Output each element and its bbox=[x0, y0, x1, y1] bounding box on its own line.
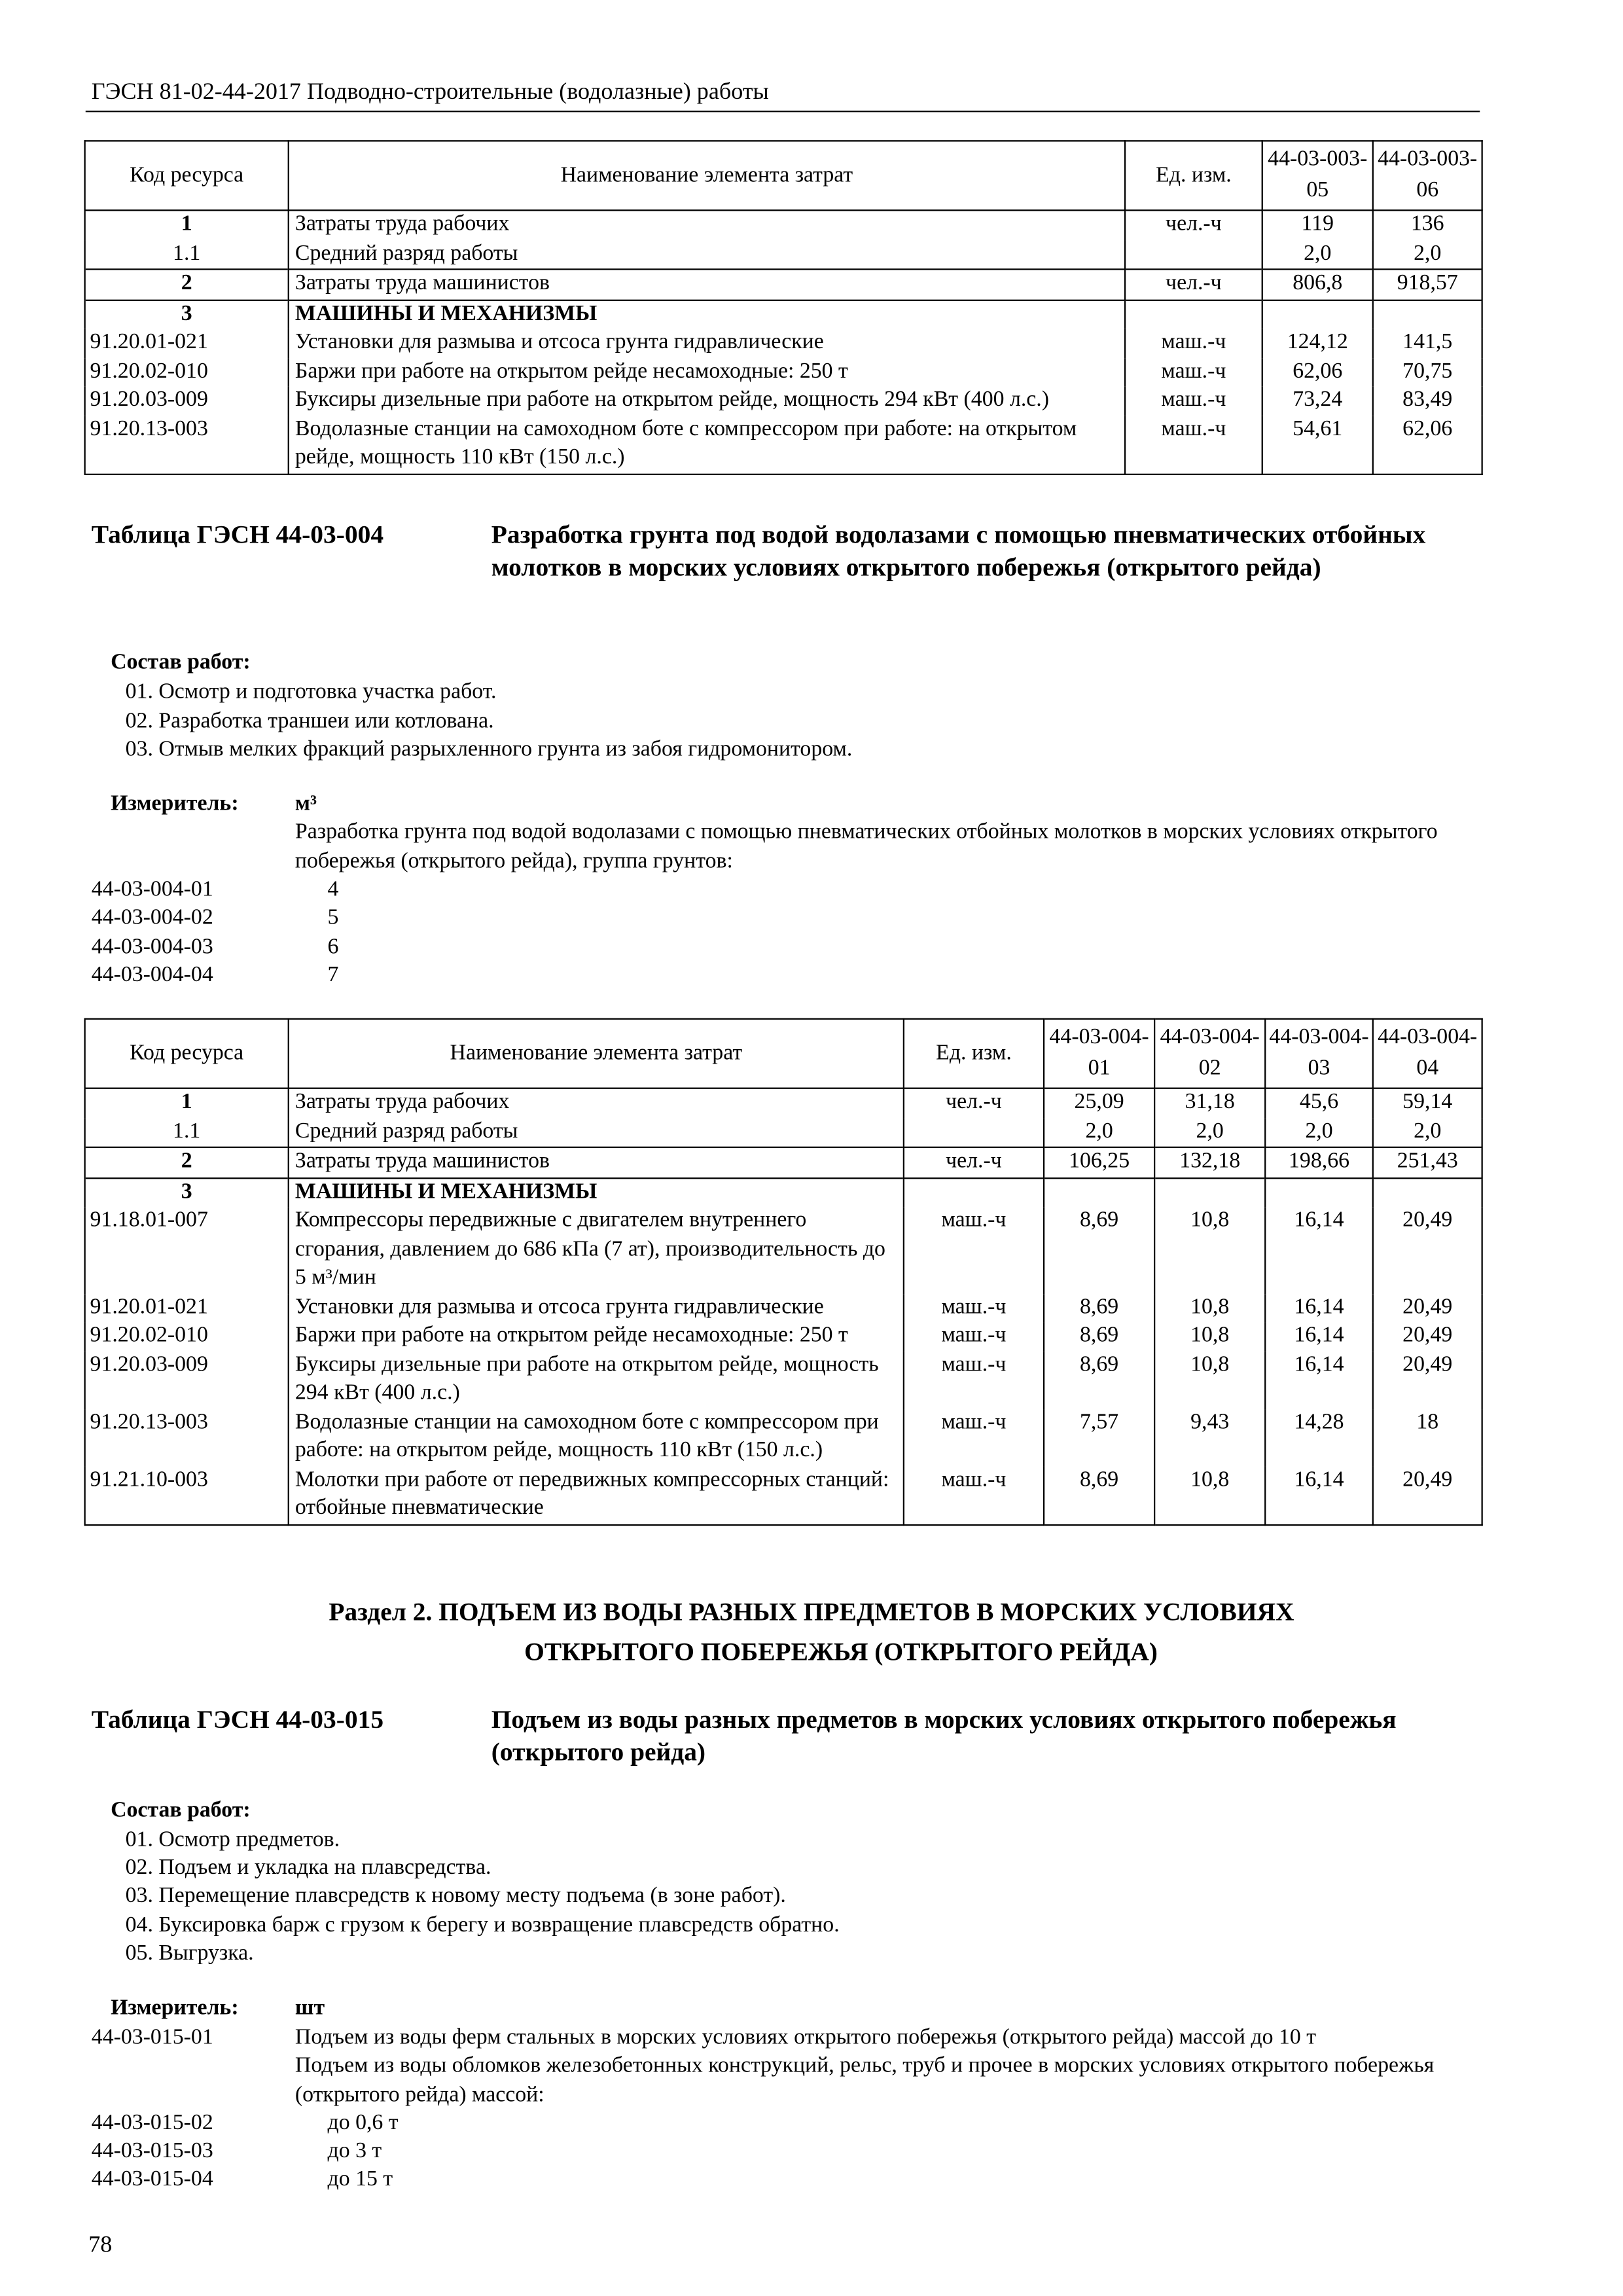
resource-name: Баржи при работе на открытом рейде несамоходные: 250 т bbox=[289, 1322, 904, 1351]
item-value: до 0,6 т bbox=[327, 2111, 399, 2136]
item-code: 44-03-015-01 bbox=[91, 2026, 213, 2050]
resource-name: МАШИНЫ И МЕХАНИЗМЫ bbox=[289, 300, 1125, 329]
item-value: до 15 т bbox=[327, 2167, 393, 2191]
header-row bbox=[85, 1019, 1482, 1088]
value-cell: 16,14 bbox=[1265, 1466, 1373, 1524]
value-cell: 10,8 bbox=[1154, 1207, 1265, 1293]
meter-label: Измеритель: bbox=[111, 792, 239, 816]
resource-name: Баржи при работе на открытом рейде несамоходные: 250 т bbox=[289, 358, 1125, 387]
resource-code: 2 bbox=[85, 1147, 289, 1177]
value-cell: 10,8 bbox=[1154, 1351, 1265, 1408]
table-label-004: Таблица ГЭСН 44-03-004 bbox=[91, 519, 384, 549]
resource-name: Молотки при работе от передвижных компрессорных станций: отбойные пневматические bbox=[289, 1466, 904, 1524]
value-cell: 16,14 bbox=[1265, 1322, 1373, 1351]
value-cell bbox=[1265, 1177, 1373, 1207]
resource-name: Буксиры дизельные при работе на открытом рейде, мощность 294 кВт (400 л.с.) bbox=[289, 387, 1125, 416]
resource-code: 1 bbox=[85, 210, 289, 240]
resource-code: 3 bbox=[85, 1177, 289, 1207]
unit bbox=[1125, 300, 1262, 329]
resource-name: Затраты труда рабочих bbox=[289, 210, 1125, 240]
unit bbox=[904, 1118, 1044, 1147]
value-cell: 806,8 bbox=[1262, 269, 1373, 299]
resource-code: 1.1 bbox=[85, 240, 289, 269]
column-header: 44-03-004-01 bbox=[1044, 1019, 1154, 1088]
work-item: 03. Отмыв мелких фракций разрыхленного грунта из забоя гидромонитором. bbox=[125, 738, 853, 762]
value-cell bbox=[1373, 300, 1482, 329]
value-cell: 2,0 bbox=[1262, 240, 1373, 269]
table-row bbox=[85, 358, 1482, 387]
resource-name: Установки для размыва и отсоса грунта гидравлические bbox=[289, 329, 1125, 358]
resource-name: Установки для размыва и отсоса грунта гидравлические bbox=[289, 1293, 904, 1322]
column-header: Код ресурса bbox=[85, 141, 289, 210]
value-cell: 16,14 bbox=[1265, 1351, 1373, 1408]
resource-name: Затраты труда машинистов bbox=[289, 1147, 904, 1177]
value-cell: 136 bbox=[1373, 210, 1482, 240]
value-cell: 45,6 bbox=[1265, 1088, 1373, 1118]
value-cell: 70,75 bbox=[1373, 358, 1482, 387]
value-cell: 119 bbox=[1262, 210, 1373, 240]
unit: маш.-ч bbox=[1125, 329, 1262, 358]
item-code: 44-03-015-03 bbox=[91, 2140, 213, 2164]
value-cell: 251,43 bbox=[1373, 1147, 1482, 1177]
meter-description: Разработка грунта под водой водолазами с помощью пневматических отбойных молотков в морских условиях открытого побережья (открытого рейда), группа грунтов: bbox=[294, 820, 1438, 873]
resource-name: Средний разряд работы bbox=[289, 1118, 904, 1147]
resource-code: 91.20.02-010 bbox=[85, 1322, 289, 1351]
table-row bbox=[85, 210, 1482, 240]
resource-code: 2 bbox=[85, 269, 289, 299]
table-title-004: Разработка грунта под водой водолазами с помощью пневматических отбойных молотков в морских условиях открытого побережья (открытого рейда) bbox=[491, 519, 1426, 582]
item-code: 44-03-004-01 bbox=[91, 878, 213, 902]
group-description: Подъем из воды обломков железобетонных конструкций, рельс, труб и прочее в морских условиях открытого побережья (открытого рейда) массой: bbox=[294, 2054, 1435, 2107]
work-item: 02. Разработка траншеи или котлована. bbox=[125, 709, 494, 734]
resource-code: 91.20.01-021 bbox=[85, 1293, 289, 1322]
item-code: 44-03-015-04 bbox=[91, 2167, 213, 2191]
table-row bbox=[85, 387, 1482, 416]
unit: маш.-ч bbox=[904, 1207, 1044, 1293]
value-cell: 16,14 bbox=[1265, 1293, 1373, 1322]
value-cell: 25,09 bbox=[1044, 1088, 1154, 1118]
page-number: 78 bbox=[88, 2233, 113, 2258]
resource-code: 1 bbox=[85, 1088, 289, 1118]
column-header: 44-03-003-06 bbox=[1373, 141, 1482, 210]
table-row bbox=[85, 1177, 1482, 1207]
table-row bbox=[85, 1351, 1482, 1408]
header-rule bbox=[86, 111, 1480, 112]
meter-unit: м³ bbox=[294, 792, 317, 816]
value-cell: 54,61 bbox=[1262, 416, 1373, 474]
item-value: 4 bbox=[327, 878, 339, 902]
value-cell: 62,06 bbox=[1373, 416, 1482, 474]
value-cell: 18 bbox=[1373, 1408, 1482, 1466]
unit: маш.-ч bbox=[1125, 387, 1262, 416]
value-cell: 20,49 bbox=[1373, 1351, 1482, 1408]
value-cell: 106,25 bbox=[1044, 1147, 1154, 1177]
table-row bbox=[85, 1322, 1482, 1351]
unit: чел.-ч bbox=[904, 1147, 1044, 1177]
value-cell: 141,5 bbox=[1373, 329, 1482, 358]
resource-name: Компрессоры передвижные с двигателем внутреннего сгорания, давлением до 686 кПа (7 ат), производительность до 5 м³/мин bbox=[289, 1207, 904, 1293]
work-item: 04. Буксировка барж с грузом к берегу и возвращение плавсредств обратно. bbox=[125, 1914, 840, 1938]
resource-name: Водолазные станции на самоходном боте с компрессором при работе: на открытом рейде, мощность 110 кВт (150 л.с.) bbox=[289, 416, 1125, 474]
value-cell: 31,18 bbox=[1154, 1088, 1265, 1118]
table-row bbox=[85, 329, 1482, 358]
section-heading-line1: Раздел 2. ПОДЪЕМ ИЗ ВОДЫ РАЗНЫХ ПРЕДМЕТОВ В МОРСКИХ УСЛОВИЯХ bbox=[329, 1596, 1294, 1626]
value-cell: 8,69 bbox=[1044, 1351, 1154, 1408]
value-cell: 132,18 bbox=[1154, 1147, 1265, 1177]
value-cell: 2,0 bbox=[1373, 1118, 1482, 1147]
value-cell: 20,49 bbox=[1373, 1466, 1482, 1524]
value-cell: 16,14 bbox=[1265, 1207, 1373, 1293]
table-row bbox=[85, 1147, 1482, 1177]
table-row bbox=[85, 240, 1482, 269]
unit: чел.-ч bbox=[1125, 269, 1262, 299]
table-label-015: Таблица ГЭСН 44-03-015 bbox=[91, 1704, 384, 1734]
works-label: Состав работ: bbox=[111, 1799, 251, 1823]
unit: маш.-ч bbox=[904, 1466, 1044, 1524]
column-header: 44-03-003-05 bbox=[1262, 141, 1373, 210]
value-cell: 10,8 bbox=[1154, 1293, 1265, 1322]
unit bbox=[904, 1177, 1044, 1207]
value-cell: 10,8 bbox=[1154, 1322, 1265, 1351]
resource-name: Средний разряд работы bbox=[289, 240, 1125, 269]
item-value: 6 bbox=[327, 935, 339, 960]
column-header: Ед. изм. bbox=[904, 1019, 1044, 1088]
column-header: 44-03-004-04 bbox=[1373, 1019, 1482, 1088]
column-header: Наименование элемента затрат bbox=[289, 1019, 904, 1088]
work-item: 02. Подъем и укладка на плавсредства. bbox=[125, 1856, 491, 1880]
resource-code: 1.1 bbox=[85, 1118, 289, 1147]
table-row bbox=[85, 269, 1482, 299]
unit: маш.-ч bbox=[904, 1322, 1044, 1351]
header-row bbox=[85, 141, 1482, 210]
table-row bbox=[85, 1293, 1482, 1322]
unit: чел.-ч bbox=[904, 1088, 1044, 1118]
resource-name: МАШИНЫ И МЕХАНИЗМЫ bbox=[289, 1177, 904, 1207]
value-cell: 9,43 bbox=[1154, 1408, 1265, 1466]
resource-code: 3 bbox=[85, 300, 289, 329]
item-description: Подъем из воды ферм стальных в морских условиях открытого побережья (открытого рейда) массой до 10 т bbox=[294, 2026, 1317, 2050]
value-cell: 8,69 bbox=[1044, 1466, 1154, 1524]
item-code: 44-03-004-04 bbox=[91, 963, 213, 988]
value-cell: 2,0 bbox=[1154, 1118, 1265, 1147]
work-item: 01. Осмотр предметов. bbox=[125, 1828, 340, 1852]
column-header: Код ресурса bbox=[85, 1019, 289, 1088]
value-cell: 198,66 bbox=[1265, 1147, 1373, 1177]
resource-name: Водолазные станции на самоходном боте с компрессором при работе: на открытом рейде, мощность 110 кВт (150 л.с.) bbox=[289, 1408, 904, 1466]
item-value: до 3 т bbox=[327, 2140, 382, 2164]
value-cell: 2,0 bbox=[1044, 1118, 1154, 1147]
resource-code: 91.20.03-009 bbox=[85, 387, 289, 416]
column-header: Наименование элемента затрат bbox=[289, 141, 1125, 210]
unit: маш.-ч bbox=[904, 1293, 1044, 1322]
value-cell: 8,69 bbox=[1044, 1322, 1154, 1351]
column-header: 44-03-004-03 bbox=[1265, 1019, 1373, 1088]
unit: чел.-ч bbox=[1125, 210, 1262, 240]
resource-code: 91.20.03-009 bbox=[85, 1351, 289, 1408]
value-cell: 14,28 bbox=[1265, 1408, 1373, 1466]
unit: маш.-ч bbox=[1125, 358, 1262, 387]
column-header: Ед. изм. bbox=[1125, 141, 1262, 210]
unit bbox=[1125, 240, 1262, 269]
value-cell bbox=[1373, 1177, 1482, 1207]
resource-table-004 bbox=[84, 1018, 1483, 1525]
unit: маш.-ч bbox=[904, 1408, 1044, 1466]
work-item: 01. Осмотр и подготовка участка работ. bbox=[125, 680, 497, 704]
column-header: 44-03-004-02 bbox=[1154, 1019, 1265, 1088]
value-cell: 8,69 bbox=[1044, 1207, 1154, 1293]
table-title-015: Подъем из воды разных предметов в морских условиях открытого побережья (открытого рейда) bbox=[491, 1704, 1397, 1767]
value-cell: 2,0 bbox=[1373, 240, 1482, 269]
resource-table-003 bbox=[84, 140, 1483, 475]
section-heading-line2: ОТКРЫТОГО ПОБЕРЕЖЬЯ (ОТКРЫТОГО РЕЙДА) bbox=[524, 1636, 1158, 1666]
resource-code: 91.20.13-003 bbox=[85, 1408, 289, 1466]
resource-name: Затраты труда рабочих bbox=[289, 1088, 904, 1118]
resource-name: Затраты труда машинистов bbox=[289, 269, 1125, 299]
item-code: 44-03-004-02 bbox=[91, 906, 213, 930]
value-cell: 83,49 bbox=[1373, 387, 1482, 416]
value-cell: 20,49 bbox=[1373, 1293, 1482, 1322]
table-row bbox=[85, 300, 1482, 329]
table-row bbox=[85, 1408, 1482, 1466]
value-cell: 2,0 bbox=[1265, 1118, 1373, 1147]
value-cell: 7,57 bbox=[1044, 1408, 1154, 1466]
work-item: 03. Перемещение плавсредств к новому месту подъема (в зоне работ). bbox=[125, 1884, 786, 1909]
item-code: 44-03-004-03 bbox=[91, 935, 213, 960]
item-value: 7 bbox=[327, 963, 339, 988]
unit: маш.-ч bbox=[904, 1351, 1044, 1408]
unit: маш.-ч bbox=[1125, 416, 1262, 474]
resource-name: Буксиры дизельные при работе на открытом рейде, мощность 294 кВт (400 л.с.) bbox=[289, 1351, 904, 1408]
running-header: ГЭСН 81-02-44-2017 Подводно-строительные (водолазные) работы bbox=[91, 79, 769, 105]
work-item: 05. Выгрузка. bbox=[125, 1941, 254, 1965]
value-cell: 20,49 bbox=[1373, 1322, 1482, 1351]
works-label: Состав работ: bbox=[111, 651, 251, 675]
table-row bbox=[85, 1088, 1482, 1118]
value-cell bbox=[1044, 1177, 1154, 1207]
table-row bbox=[85, 1207, 1482, 1293]
value-cell: 73,24 bbox=[1262, 387, 1373, 416]
resource-code: 91.21.10-003 bbox=[85, 1466, 289, 1524]
meter-label: Измеритель: bbox=[111, 1996, 239, 2020]
value-cell: 20,49 bbox=[1373, 1207, 1482, 1293]
resource-code: 91.20.02-010 bbox=[85, 358, 289, 387]
value-cell: 62,06 bbox=[1262, 358, 1373, 387]
value-cell: 918,57 bbox=[1373, 269, 1482, 299]
value-cell: 124,12 bbox=[1262, 329, 1373, 358]
value-cell: 59,14 bbox=[1373, 1088, 1482, 1118]
value-cell: 10,8 bbox=[1154, 1466, 1265, 1524]
table-row bbox=[85, 416, 1482, 474]
value-cell bbox=[1262, 300, 1373, 329]
value-cell: 8,69 bbox=[1044, 1293, 1154, 1322]
value-cell bbox=[1154, 1177, 1265, 1207]
table-row bbox=[85, 1118, 1482, 1147]
table-row bbox=[85, 1466, 1482, 1524]
meter-unit: шт bbox=[294, 1996, 325, 2020]
resource-code: 91.20.01-021 bbox=[85, 329, 289, 358]
resource-code: 91.18.01-007 bbox=[85, 1207, 289, 1293]
item-code: 44-03-015-02 bbox=[91, 2111, 213, 2136]
resource-code: 91.20.13-003 bbox=[85, 416, 289, 474]
item-value: 5 bbox=[327, 906, 339, 930]
